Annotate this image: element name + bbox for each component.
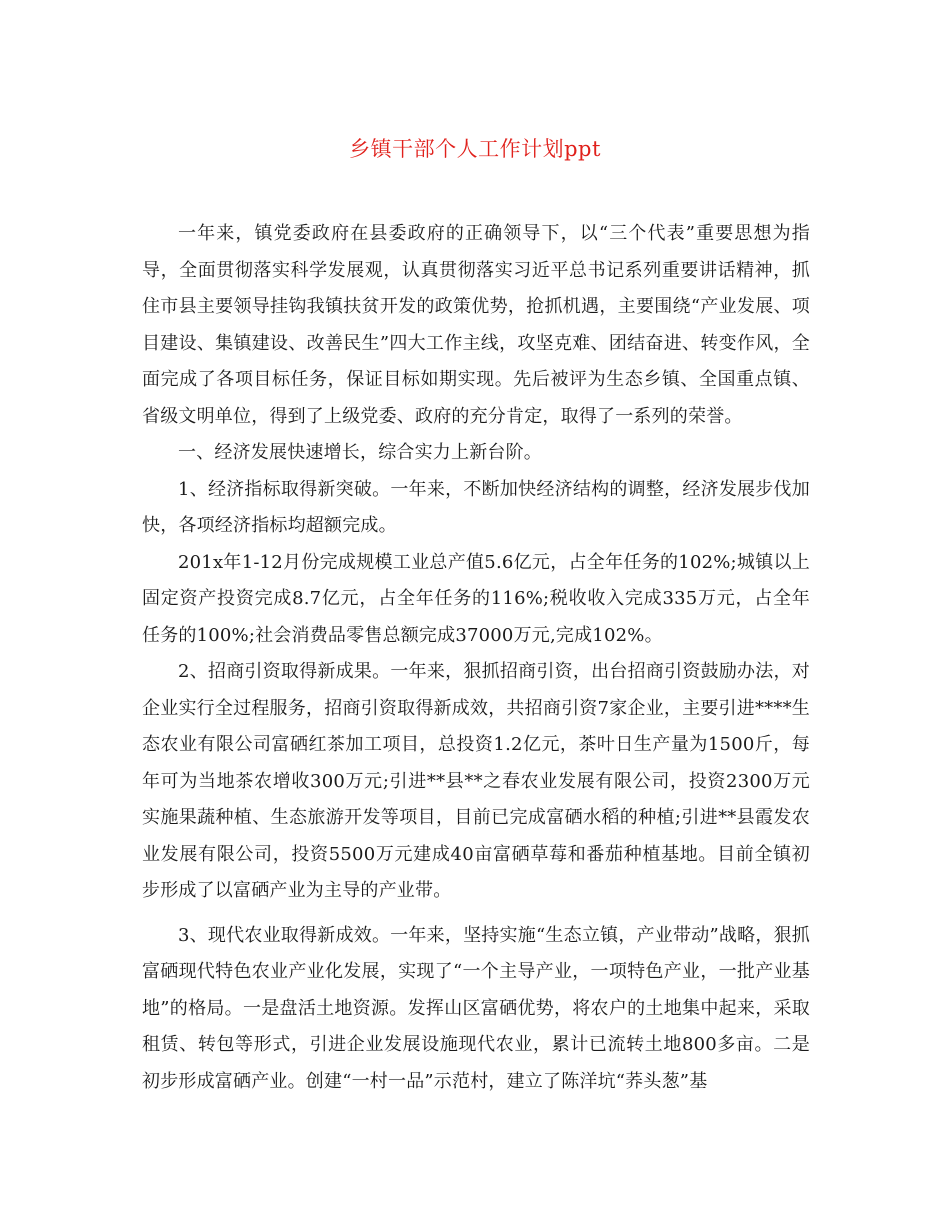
paragraph-investment: 2、招商引资取得新成果。一年来，狠抓招商引资，出台招商引资鼓励办法，对企业实行全过程服务，招商引资取得新成效，共招商引资7家企业，主要引进****生态农业有限公司富硒红茶加工项目，总投资1.2亿元，茶叶日生产量为1500斤，每年可为当地茶农增收300万元;引进**县**之春农业发展有限公司，投资2300万元实施果蔬种植、生态旅游开发等项目，目前已完成富硒水稻的种植;引进**县霞发农业发展有限公司，投资5500万元建成40亩富硒草莓和番茄种植基地。目前全镇初步形成了以富硒产业为主导的产业带。 [142, 661, 810, 901]
document-title: 乡镇干部个人工作计划ppt [349, 137, 601, 161]
paragraph-economic-indicators: 1、经济指标取得新突破。一年来，不断加快经济结构的调整，经济发展步伐加快，各项经济指标均超额完成。 [142, 478, 810, 536]
paragraph-statistics: 201x年1-12月份完成规模工业总产值5.6亿元，占全年任务的102%;城镇以上固定资产投资完成8.7亿元，占全年任务的116%;税收收入完成335万元，占全年任务的100%;社会消费品零售总额完成37000万元,完成102%。 [142, 551, 810, 646]
section-heading-economy: 一、经济发展快速增长，综合实力上新台阶。 [178, 442, 542, 463]
document-body [142, 216, 810, 1100]
paragraph-modern-agriculture: 3、现代农业取得新成效。一年来，坚持实施“生态立镇，产业带动”战略，狠抓富硒现代特色农业产业化发展，实现了“一个主导产业，一项特色产业，一批产业基地”的格局。一是盘活土地资源。发挥山区富硒优势，将农户的土地集中起来，采取租赁、转包等形式，引进企业发展设施现代农业，累计已流转土地800多亩。二是初步形成富硒产业。创建“一村一品”示范村，建立了陈洋坑“荞头葱”基 [142, 924, 810, 1092]
paragraph-intro: 一年来，镇党委政府在县委政府的正确领导下，以“三个代表”重要思想为指导，全面贯彻落实科学发展观，认真贯彻落实习近平总书记系列重要讲话精神，抓住市县主要领导挂钩我镇扶贫开发的政策优势，抢抓机遇，主要围绕“产业发展、项目建设、集镇建设、改善民生”四大工作主线，攻坚克难、团结奋进、转变作风，全面完成了各项目标任务，保证目标如期实现。先后被评为生态乡镇、全国重点镇、省级文明单位，得到了上级党委、政府的充分肯定，取得了一系列的荣誉。 [142, 223, 810, 427]
